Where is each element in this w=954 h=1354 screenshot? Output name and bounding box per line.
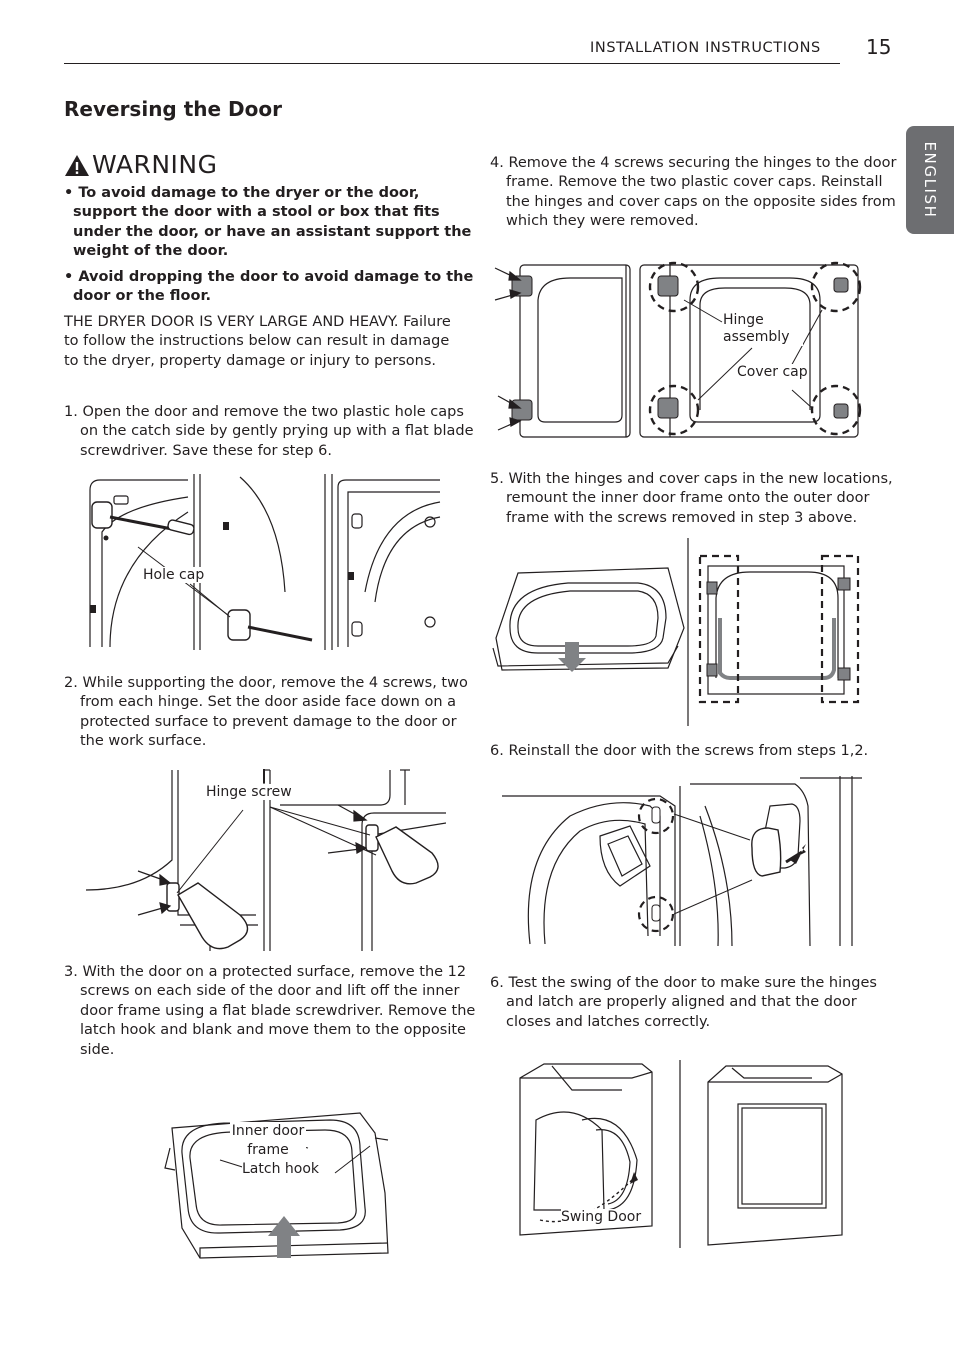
label-latch-hook: Latch hook bbox=[242, 1161, 319, 1177]
language-tab-label: ENGLISH bbox=[921, 141, 939, 219]
figure-step-5 bbox=[488, 538, 864, 726]
page-number: 15 bbox=[866, 35, 892, 59]
step-2-text: 2. While supporting the door, remove the 4 screws, two from each hinge. Set the door aside face down on a protected surface to prevent damage to the door or the work surface. bbox=[64, 675, 468, 750]
warning-title: WARNING bbox=[92, 150, 218, 179]
label-cover-cap: Cover cap bbox=[737, 364, 808, 380]
step-5-text: 5. With the hinges and cover caps in the new locations, remount the inner door frame onto the outer door frame with the screws removed in step 3 above. bbox=[490, 471, 893, 526]
label-hole-cap: Hole cap bbox=[143, 567, 205, 583]
figure-step-1 bbox=[80, 472, 442, 654]
header-title: INSTALLATION INSTRUCTIONS bbox=[590, 40, 821, 56]
warning-heading bbox=[64, 150, 217, 179]
label-inner-door-frame: Inner door frame bbox=[231, 1123, 305, 1158]
step-4-text: 4. Remove the 4 screws securing the hinges to the door frame. Remove the two plastic cover caps. Reinstall the hinges and cover caps on the opposite sides from which they were removed. bbox=[490, 155, 897, 230]
warning-note: THE DRYER DOOR IS VERY LARGE AND HEAVY. Failure to follow the instructions below can result in damage to the dryer, property damage or injury to persons. bbox=[64, 314, 451, 369]
section-title: Reversing the Door bbox=[64, 97, 282, 121]
warning-triangle-icon bbox=[64, 153, 90, 177]
step-3-text: 3. With the door on a protected surface, remove the 12 screws on each side of the door and lift off the inner door frame using a flat blade screwdriver. Remove the latch hook and blank and move them to the opposite side. bbox=[64, 964, 476, 1058]
language-tab bbox=[906, 126, 954, 234]
step-6b-text: 6. Test the swing of the door to make sure the hinges and latch are properly aligned and that the door closes and latches correctly. bbox=[490, 975, 877, 1030]
step-1-text: 1. Open the door and remove the two plastic hole caps on the catch side by gently prying up with a flat blade screwdriver. Save these for step 6. bbox=[64, 404, 474, 459]
step-6a-text: 6. Reinstall the door with the screws from steps 1,2. bbox=[490, 743, 869, 759]
figure-step-4 bbox=[490, 250, 866, 446]
label-hinge-assembly: Hinge assembly bbox=[723, 312, 803, 346]
header-rule bbox=[64, 63, 840, 64]
warning-bullet-2: • Avoid dropping the door to avoid damage to the door or the floor. bbox=[64, 269, 474, 305]
label-hinge-screw: Hinge screw bbox=[206, 784, 292, 800]
warning-bullet-1: • To avoid damage to the dryer or the door, support the door with a stool or box that fits under the door, or have an assistant support the weight of the door. bbox=[64, 185, 472, 260]
label-swing-door: Swing Door bbox=[561, 1209, 642, 1225]
figure-step-6a bbox=[500, 776, 866, 946]
